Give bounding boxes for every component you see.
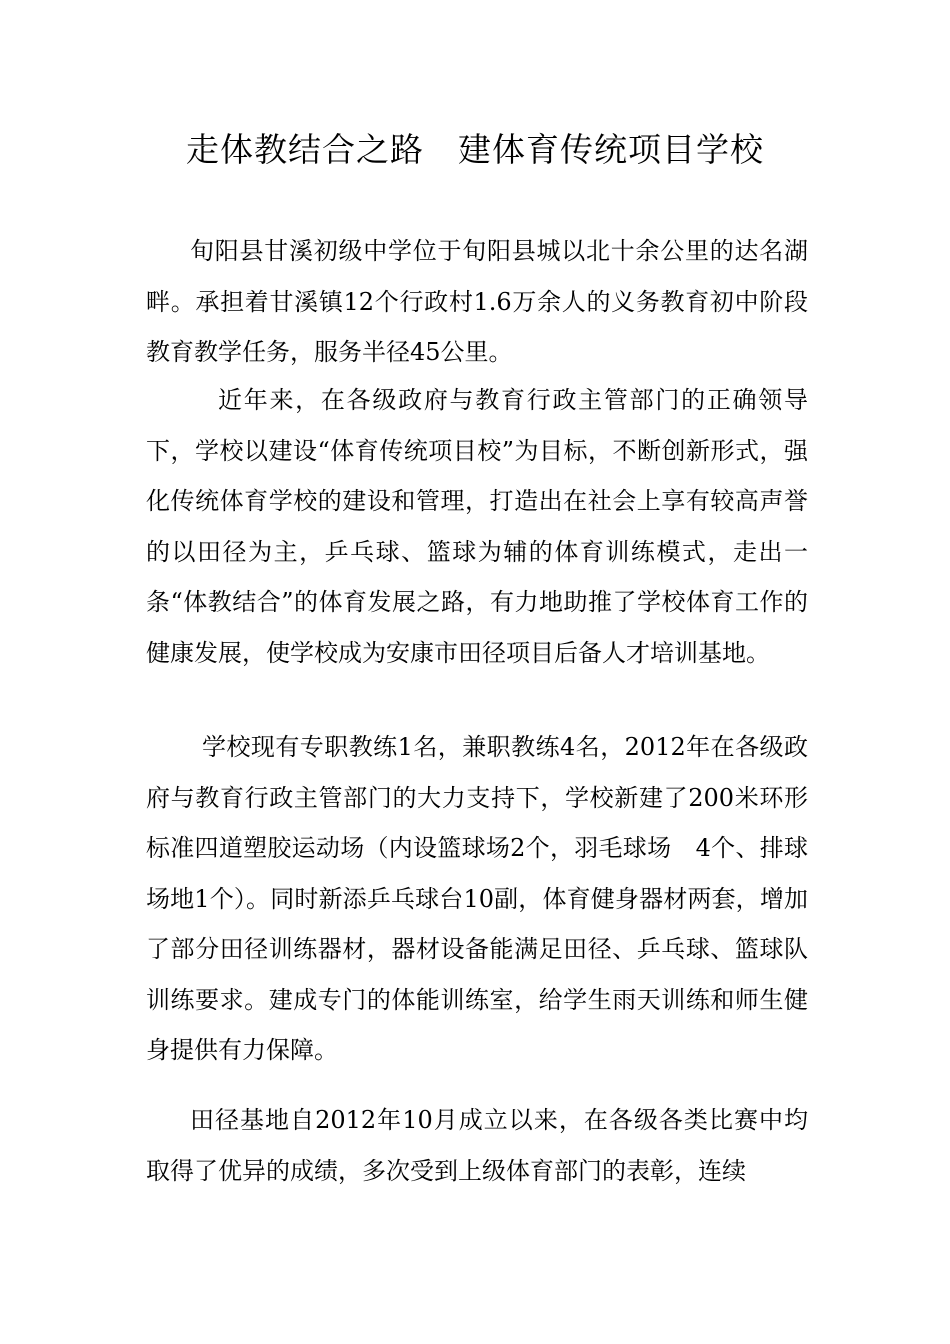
document-title: 走体教结合之路 建体育传统项目学校 [186,130,764,169]
paragraph-achievements: 田径基地自2012年10月成立以来，在各级各类比赛中均取得了优异的成绩，多次受到上级体育部门的表彰，连续 [146,1106,808,1185]
paragraph-recent-years: 近年来，在各级政府与教育行政主管部门的正确领导下，学校以建设“体育传统项目校”为目标，不断创新形式，强化传统体育学校的建设和管理，打造出在社会上享有较高声誉的以田径为主，乒乓球、篮球为辅的体育训练模式，走出一条“体教结合”的体育发展之路，有力地助推了学校体育工作的健康发展，使学校成为安康市田径项目后备人才培训基地。 [146,386,808,667]
paragraph-school-intro: 旬阳县甘溪初级中学位于旬阳县城以北十余公里的达名湖畔。承担着甘溪镇12个行政村1.6万余人的义务教育初中阶段教育教学任务，服务半径45公里。 [146,237,808,366]
paragraph-facilities: 学校现有专职教练1名，兼职教练4名，2012年在各级政府与教育行政主管部门的大力支持下，学校新建了200米环形标准四道塑胶运动场（内设篮球场2个，羽毛球场 4个、排球场地1个）。同时新添乒乓球台10副，体育健身器材两套，增加了部分田径训练器材，器材设备能满足田径、乒乓球、篮球队训练要求。建成专门的体能训练室，给学生雨天训练和师生健身提供有力保障。 [146,733,808,1064]
